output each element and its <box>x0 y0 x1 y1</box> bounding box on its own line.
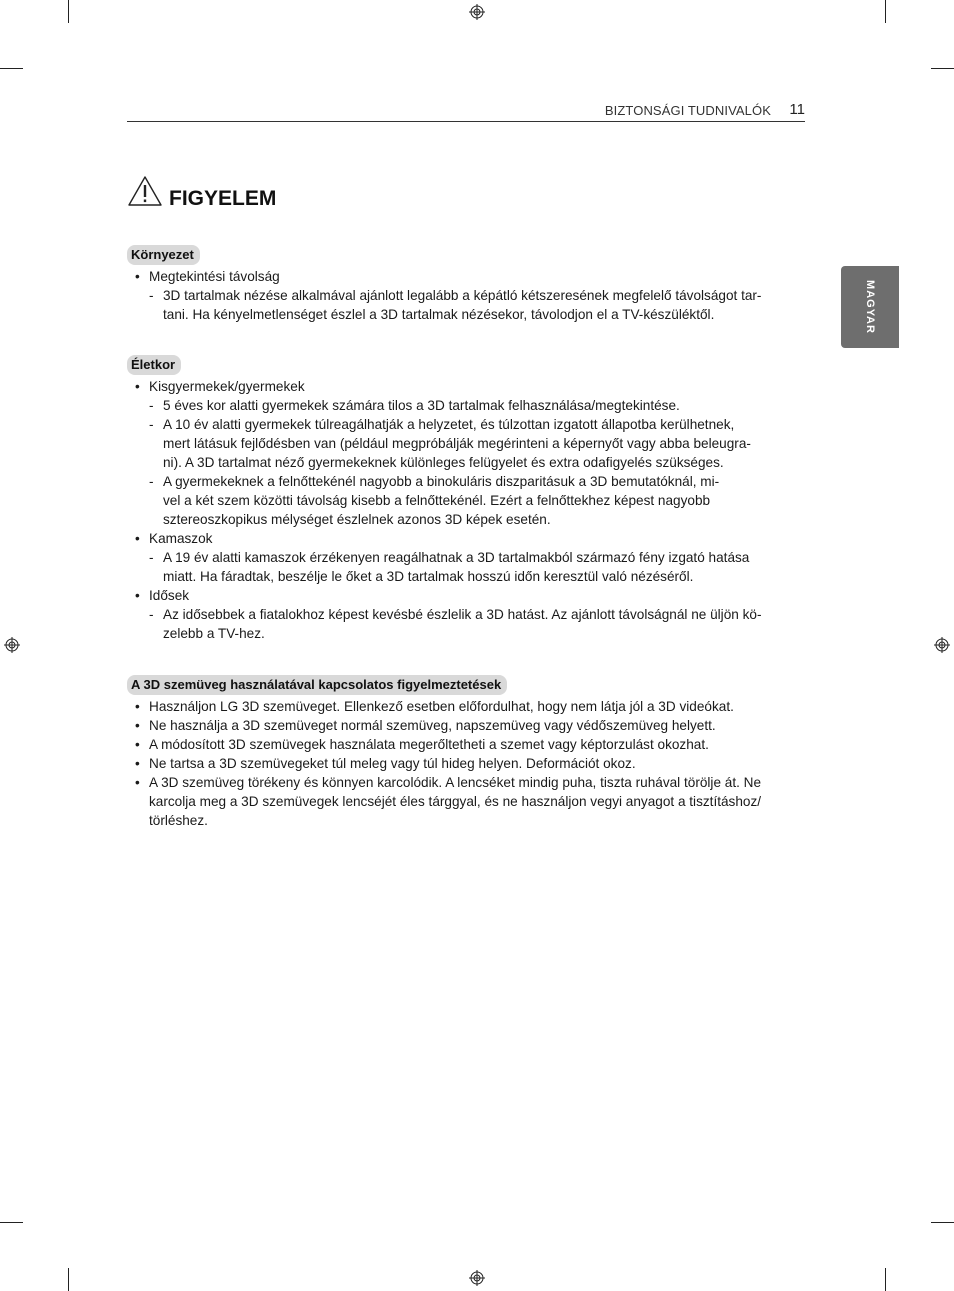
crop-mark <box>68 1268 69 1291</box>
crop-mark <box>885 0 886 23</box>
list-item: • Kisgyermekek/gyermekek <box>127 377 797 396</box>
list-item: - Az idősebbek a fiatalokhoz képest kevésbé észlelik a 3D hatást. Az ajánlott távolságnál ne üljön kö- zelebb a TV-hez. <box>127 605 797 643</box>
crop-mark <box>931 68 954 69</box>
list-item: • Használjon LG 3D szemüveget. Ellenkező esetben előfordulhat, hogy nem látja jól a 3D videókat. <box>127 697 797 716</box>
registration-mark-icon <box>934 637 950 653</box>
section-heading: Környezet <box>127 245 200 265</box>
list-item: • Ne tartsa a 3D szemüvegeket túl meleg vagy túl hideg helyen. Deformációt okoz. <box>127 754 797 773</box>
language-side-tab-label: MAGYAR <box>864 280 876 334</box>
section-heading: A 3D szemüveg használatával kapcsolatos figyelmeztetések <box>127 675 507 695</box>
warning-triangle-icon <box>127 175 163 207</box>
page-header <box>127 101 805 122</box>
list-item: • Kamaszok <box>127 529 797 548</box>
crop-mark <box>931 1222 954 1223</box>
crop-mark <box>885 1268 886 1291</box>
registration-mark-icon <box>469 4 485 20</box>
section-age <box>127 355 797 643</box>
list-item: - A 19 év alatti kamaszok érzékenyen reagálhatnak a 3D tartalmakból származó fény izgató hatása miatt. Ha fáradtak, beszélje le őket a 3D tartalmak hosszú időn keresztül való nézéséről. <box>127 548 797 586</box>
registration-mark-icon <box>469 1270 485 1286</box>
list-item: - A gyermekeknek a felnőttekénél nagyobb a binokuláris diszparitásuk a 3D bemutatóknál, mi- vel a két szem közötti távolság kisebb a felnőttekénél. Ezért a felnőttekhez képest nagyobb sztereoszkopikus mélységet észlelnek azonos 3D képek esetén. <box>127 472 797 529</box>
crop-mark <box>0 68 23 69</box>
list-item: • A 3D szemüveg törékeny és könnyen karcolódik. A lencséket mindig puha, tiszta ruhával törölje át. Ne karcolja meg a 3D szemüvegek lencséjét éles tárggyal, és ne használjon vegyi anyagot a tisztításhoz/ törléshez. <box>127 773 797 830</box>
page-title: FIGYELEM <box>169 187 277 210</box>
section-environment <box>127 245 797 324</box>
header-section-title: BIZTONSÁGI TUDNIVALÓK <box>604 103 771 118</box>
registration-mark-icon <box>4 637 20 653</box>
list-item: • Ne használja a 3D szemüveget normál szemüveg, napszemüveg vagy védőszemüveg helyett. <box>127 716 797 735</box>
list-item: - 3D tartalmak nézése alkalmával ajánlott legalább a képátló kétszeresének megfelelő távolságot tar- tani. Ha kényelmetlenséget észlel a 3D tartalmak nézésekor, távolodjon el a TV-készüléktől. <box>127 286 797 324</box>
list-item: • A módosított 3D szemüvegek használata megerőltetheti a szemet vagy képtorzulást okozhat. <box>127 735 797 754</box>
section-3d-glasses <box>127 675 797 830</box>
list-item: - A 10 év alatti gyermekek túlreagálhatják a helyzetet, és túlzottan izgatott állapotba kerülhetnek, mert látásuk fejlődésben van (például megpróbálják megérinteni a képernyőt vagy abba beleugra- ni). A 3D tartalmat néző gyermekeknek különleges felügyelet és extra odafigyelés szükséges. <box>127 415 797 472</box>
list-item: • Megtekintési távolság <box>127 267 797 286</box>
page-number: 11 <box>789 101 805 118</box>
list-item: - 5 éves kor alatti gyermekek számára tilos a 3D tartalmak felhasználása/megtekintése. <box>127 396 797 415</box>
crop-mark <box>68 0 69 23</box>
section-heading: Életkor <box>127 355 181 375</box>
list-item: • Idősek <box>127 586 797 605</box>
language-side-tab <box>841 266 899 348</box>
crop-mark <box>0 1222 23 1223</box>
